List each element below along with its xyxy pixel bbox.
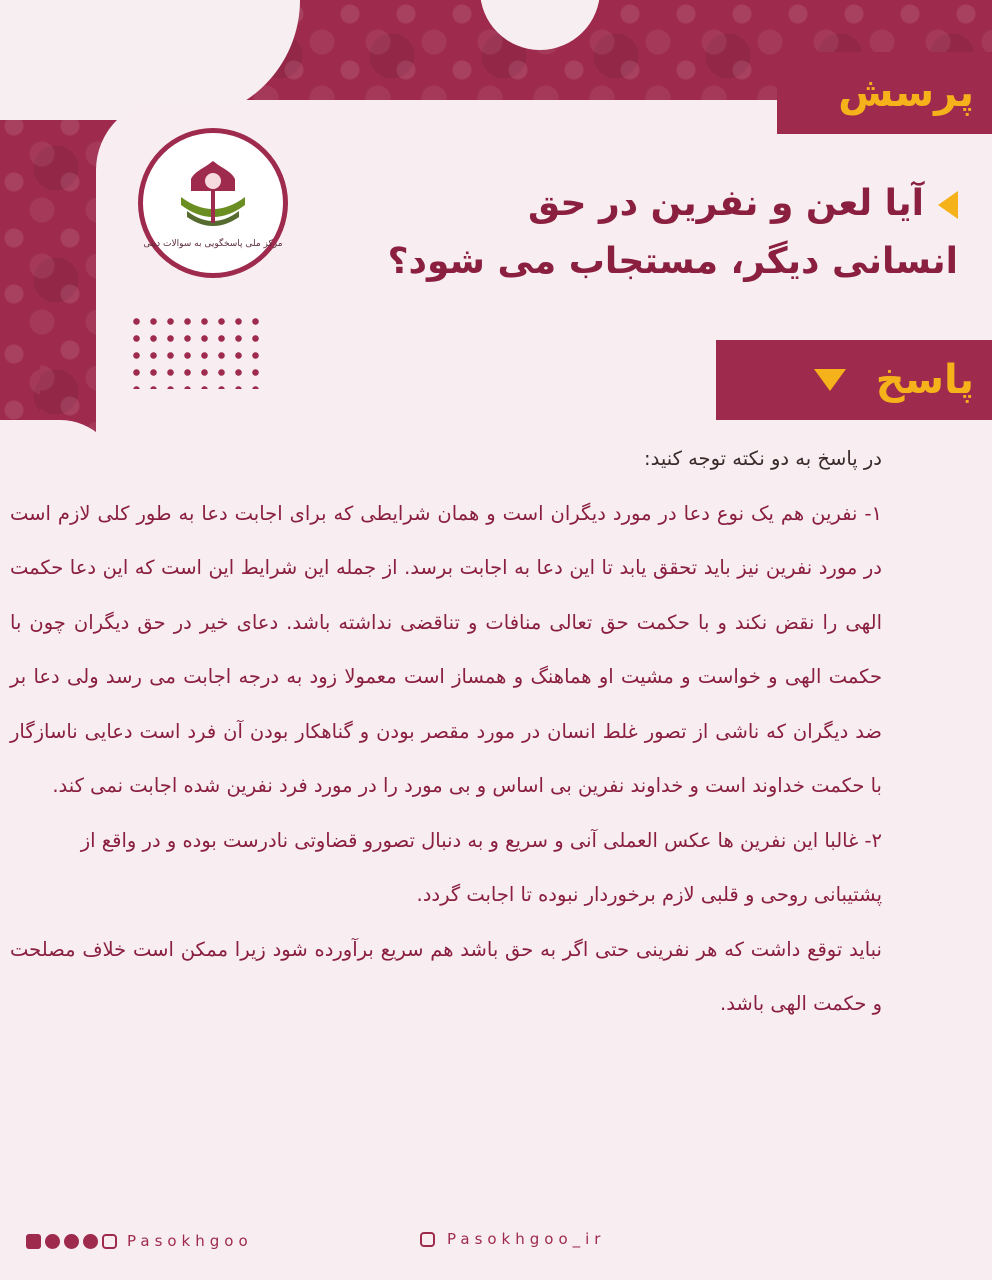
logo [138, 128, 288, 278]
institute-emblem-icon [173, 157, 253, 235]
footer-social-right [420, 1230, 605, 1248]
footer-handle-right[interactable]: Pasokhgoo_ir [447, 1230, 606, 1248]
footer-social-left [26, 1232, 253, 1250]
instagram-icon[interactable] [102, 1234, 117, 1249]
answer-body [10, 432, 882, 1032]
question-title [358, 175, 958, 291]
question-tag-label: پرسش [838, 70, 974, 116]
answer-conclusion: نباید توقع داشت که هر نفرینی حتی اگر به حق باشد هم سریع برآورده شود زیرا ممکن است خلاف مصلحت و حکمت الهی باشد. [10, 937, 882, 1015]
dot-grid-decoration [128, 313, 268, 389]
answer-point-2: ۲- غالبا این نفرین ها عکس العملی آنی و سریع و به دنبال تصورو قضاوتی نادرست بوده و در واقع از پشتیبانی روحی و قلبی لازم برخوردار نبوده تا اجابت گردد. [80, 828, 882, 906]
question-line-1: آیا لعن و نفرین در حق [358, 175, 958, 233]
answer-tag [716, 340, 992, 420]
instagram-icon[interactable] [420, 1232, 435, 1247]
eitaa-icon[interactable] [45, 1234, 60, 1249]
soroush-icon[interactable] [83, 1234, 98, 1249]
triangle-down-icon [814, 369, 846, 391]
aparat-icon[interactable] [26, 1234, 41, 1249]
logo-text: مرکز ملی پاسخگویی به سوالات دینی [143, 239, 283, 249]
answer-intro: در پاسخ به دو نکته توجه کنید: [644, 447, 882, 470]
answer-tag-label: پاسخ [875, 357, 974, 403]
answer-point-1: ۱- نفرین هم یک نوع دعا در مورد دیگران است و همان شرایطی که برای اجابت دعا به طور کلی لازم است در مورد نفرین نیز باید تحقق یابد تا این دعا به اجابت برسد. از جمله این شرایط این است که این دعا حکمت الهی را نقض نکند و با حکمت حق تعالی منافات و تناقضی نداشته باشد. دعای خیر در حق دیگران چون با حکمت الهی و خواست و مشیت او هماهنگ و همساز است معمولا زود به درجه اجابت می رسد ولی دعا بر ضد دیگران که ناشی از تصور غلط انسان در مورد مقصر بودن و گناهکار بودن آن فرد است دعایی ناسازگار با حکمت خداوند است و خداوند نفرین بی اساس و بی مورد را در مورد فرد نفرین شده اجابت نمی کند. [10, 501, 882, 797]
question-tag [777, 52, 992, 134]
triangle-pointer-icon [938, 191, 958, 219]
question-line-2: انسانی دیگر، مستجاب می شود؟ [387, 241, 958, 282]
bale-icon[interactable] [64, 1234, 79, 1249]
footer-handle-left[interactable]: Pasokhgoo [127, 1232, 253, 1250]
